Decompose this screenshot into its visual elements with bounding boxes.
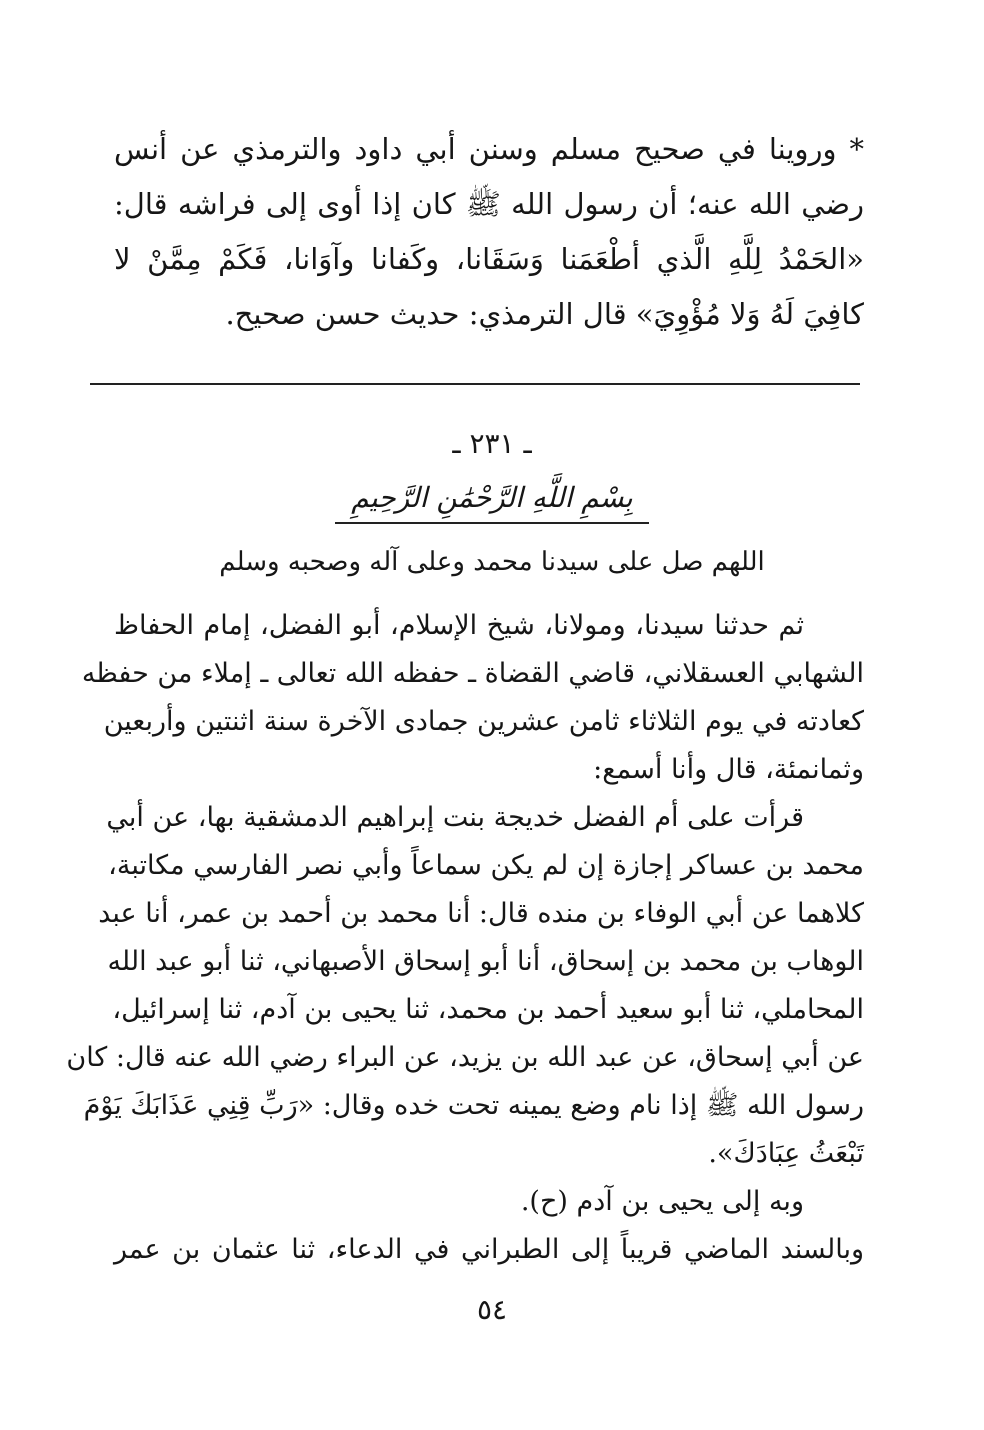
main-text <box>66 602 864 1274</box>
paragraph <box>114 1226 864 1274</box>
text-line: وثمانمئة، قال وأنا أسمع: <box>593 754 864 785</box>
text-line: كافِيَ لَهُ وَلا مُؤْوِيَ» قال الترمذي: حديث حسن صحيح. <box>225 297 864 331</box>
salutation-line: اللهم صل على سيدنا محمد وعلى آله وصحبه وسلم <box>219 547 765 577</box>
text-line: كلاهما عن أبي الوفاء بن منده قال: أنا محمد بن أحمد بن عمر، أنا عبد <box>98 898 864 929</box>
text-line: تَبْعَثُ عِبَادَكَ». <box>708 1138 864 1169</box>
text-line: وبه إلى يحيى بن آدم (ح). <box>520 1186 804 1217</box>
text-line: رضي الله عنه؛ أن رسول الله ﷺ كان إذا أوى إلى فراشه قال: <box>114 187 864 221</box>
paragraph <box>114 1178 864 1226</box>
basmala <box>0 476 984 524</box>
text-line: كعادته في يوم الثلاثاء ثامن عشرين جمادى الآخرة سنة اثنتين وأربعين <box>103 706 864 737</box>
text-line: المحاملي، ثنا أبو سعيد أحمد بن محمد، ثنا يحيى بن آدم، ثنا إسرائيل، <box>112 994 864 1025</box>
basmala-calligraphy: بِسْمِ اللَّهِ الرَّحْمَٰنِ الرَّحِيمِ <box>335 476 648 524</box>
text-line: * وروينا في صحيح مسلم وسنن أبي داود والترمذي عن أنس <box>114 132 864 166</box>
text-line: محمد بن عساكر إجازة إن لم يكن سماعاً وأبي نصر الفارسي مكاتبة، <box>108 850 864 881</box>
section-number: ـ ٢٣١ ـ <box>452 427 532 460</box>
paragraph <box>66 794 864 1178</box>
text-line: قرأت على أم الفضل خديجة بنت إبراهيم الدمشقية بها، عن أبي <box>106 802 804 833</box>
text-line: عن أبي إسحاق، عن عبد الله بن يزيد، عن البراء رضي الله عنه قال: كان <box>66 1042 864 1073</box>
text-line: رسول الله ﷺ إذا نام وضع يمينه تحت خده وقال: «رَبِّ قِنِي عَذَابَكَ يَوْمَ <box>83 1090 864 1121</box>
text-line: الوهاب بن محمد بن إسحاق، أنا أبو إسحاق الأصبهاني، ثنا أبو عبد الله <box>107 946 864 977</box>
text-line: الشهابي العسقلاني، قاضي القضاة ـ حفظه الله تعالى ـ إملاء من حفظه <box>81 658 864 689</box>
page-number: ٥٤ <box>476 1293 508 1326</box>
text-line: وبالسند الماضي قريباً إلى الطبراني في الدعاء، ثنا عثمان بن عمر <box>114 1234 864 1265</box>
text-line: ثم حدثنا سيدنا، ومولانا، شيخ الإسلام، أبو الفضل، إمام الحفاظ <box>114 610 804 641</box>
paragraph <box>81 602 864 794</box>
top-hadith-paragraph <box>114 122 864 342</box>
section-divider <box>90 383 860 385</box>
text-line: «الحَمْدُ لِلَّهِ الَّذي أطْعَمَنا وَسَقَانا، وكَفانا وآوَانا، فَكَمْ مِمَّنْ لا <box>114 242 864 276</box>
